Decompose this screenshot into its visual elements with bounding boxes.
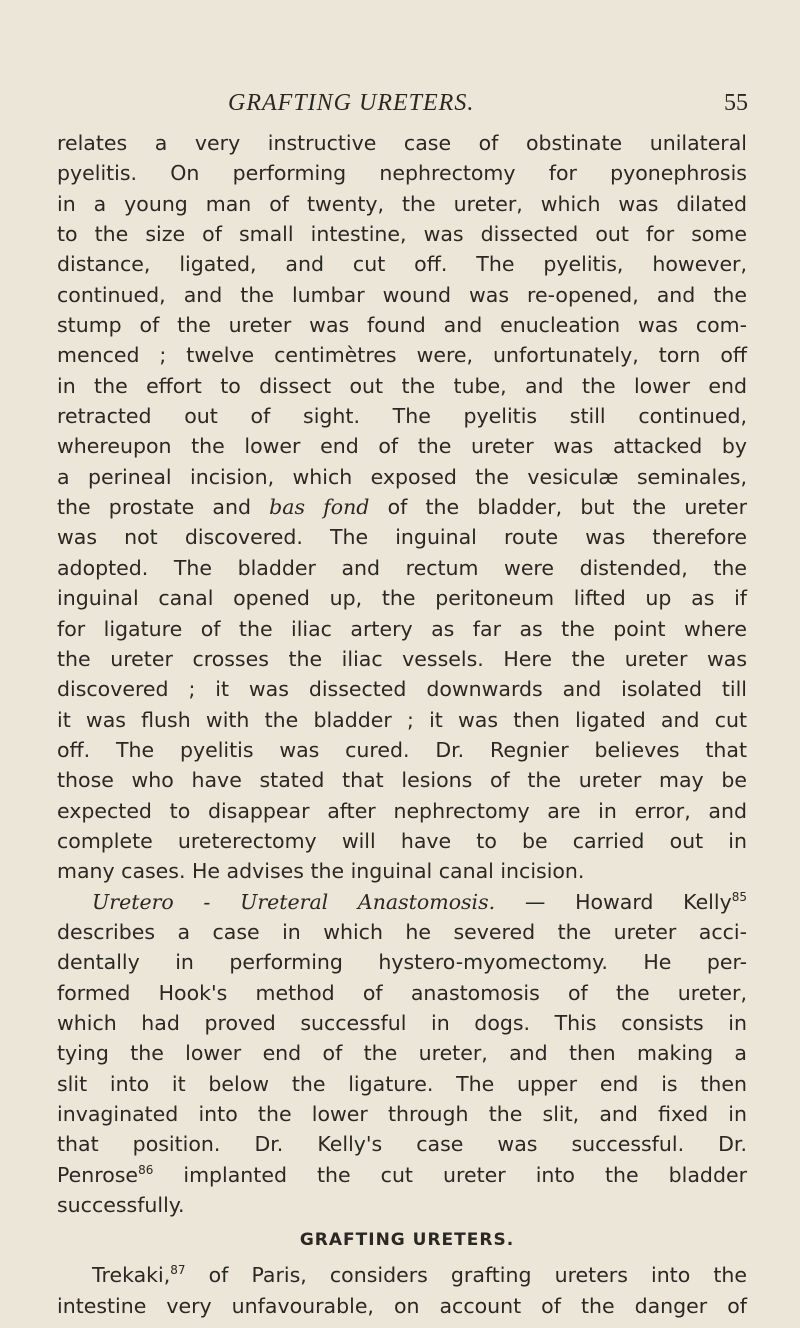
text-fragment: of Paris, considers grafting ureters into the [185,1263,747,1288]
text-line: was not discovered. The inguinal route was therefore [57,525,747,550]
body-text [57,128,747,1321]
text-line: the ureter crosses the iliac vessels. Here the ureter was [57,646,747,671]
text-line: describes a case in which he severed the ureter acci- [57,919,747,944]
paragraph-lines [57,917,747,1160]
text-line: continued, and the lumbar wound was re-opened, and the [57,282,747,307]
text-line: discovered ; it was dissected downwards and isolated till [57,677,747,702]
text-line: intestine very unfavourable, on account of the danger of [57,1293,747,1318]
text-line: in a young man of twenty, the ureter, which was dilated [57,191,747,216]
text-line: whereupon the lower end of the ureter was attacked by [57,434,747,459]
text-line [57,492,747,522]
text-line: for ligature of the iliac artery as far as the point where [57,616,747,641]
text-line: invaginated into the lower through the slit, and fixed in [57,1102,747,1126]
text-line: adopted. The bladder and rectum were distended, the [57,555,747,580]
text-fragment: of the bladder, but the ureter [369,495,747,520]
text-line: that position. Dr. Kelly's case was successful. Dr. [57,1132,747,1157]
text-line: complete ureterectomy will have to be carried out in [57,828,747,853]
text-line: expected to disappear after nephrectomy are in error, and [57,798,747,823]
text-line: which had proved successful in dogs. This consists in [57,1010,747,1035]
paragraph-trekaki [57,1260,747,1321]
text-fragment: Penrose [57,1162,139,1187]
text-line: relates a very instructive case of obstinate unilateral [57,131,747,155]
text-line [57,1260,747,1290]
text-line: dentally in performing hystero-myomectomy. He per- [57,950,747,975]
text-line: menced ; twelve centimètres were, unfortunately, torn off [57,343,747,368]
footnote-ref: 86 [138,1162,154,1177]
footnote-ref: 87 [170,1263,186,1278]
text-fragment: Trekaki, [92,1263,171,1288]
text-line: a perineal incision, which exposed the vesiculæ seminales, [57,464,747,489]
text-line: it was flush with the bladder ; it was then ligated and cut [57,707,747,732]
text-line: many cases. He advises the inguinal canal incision. [57,859,585,884]
text-line: distance, ligated, and cut off. The pyelitis, however, [57,252,747,277]
text-line: tying the lower end of the ureter, and then making a [57,1041,747,1066]
text-line: successfully. [57,1193,185,1218]
text-fragment: — Howard Kelly [495,889,732,914]
italic-term: bas fond [269,495,370,520]
text-line [57,887,747,917]
paragraph-pyelitis-case [57,128,747,887]
text-line [57,1160,747,1190]
text-fragment: implanted the cut ureter into the bladder [153,1162,747,1187]
text-line: to the size of small intestine, was dissected out for some [57,222,747,247]
text-line: pyelitis. On performing nephrectomy for pyonephrosis [57,161,747,186]
text-line: inguinal canal opened up, the peritoneum lifted up as if [57,586,747,611]
running-head-title: GRAFTING URETERS. [228,90,475,116]
text-line: stump of the ureter was found and enucleation was com- [57,313,747,338]
text-line: in the effort to dissect out the tube, and the lower end [57,373,747,398]
italic-subheading: Uretero - Ureteral Anastomosis. [92,889,496,914]
text-line: those who have stated that lesions of the ureter may be [57,768,747,793]
text-fragment: the prostate and [57,495,270,520]
footnote-ref: 85 [731,889,747,904]
text-line: off. The pyelitis was cured. Dr. Regnier believes that [57,737,747,762]
section-heading: GRAFTING URETERS. [299,1230,515,1251]
paragraph-uretero-anastomosis [57,887,747,1221]
page-number: 55 [724,90,748,116]
text-line: formed Hook's method of anastomosis of the ureter, [57,980,747,1005]
text-line: slit into it below the ligature. The upper end is then [57,1071,747,1096]
text-line: retracted out of sight. The pyelitis still continued, [57,404,747,429]
